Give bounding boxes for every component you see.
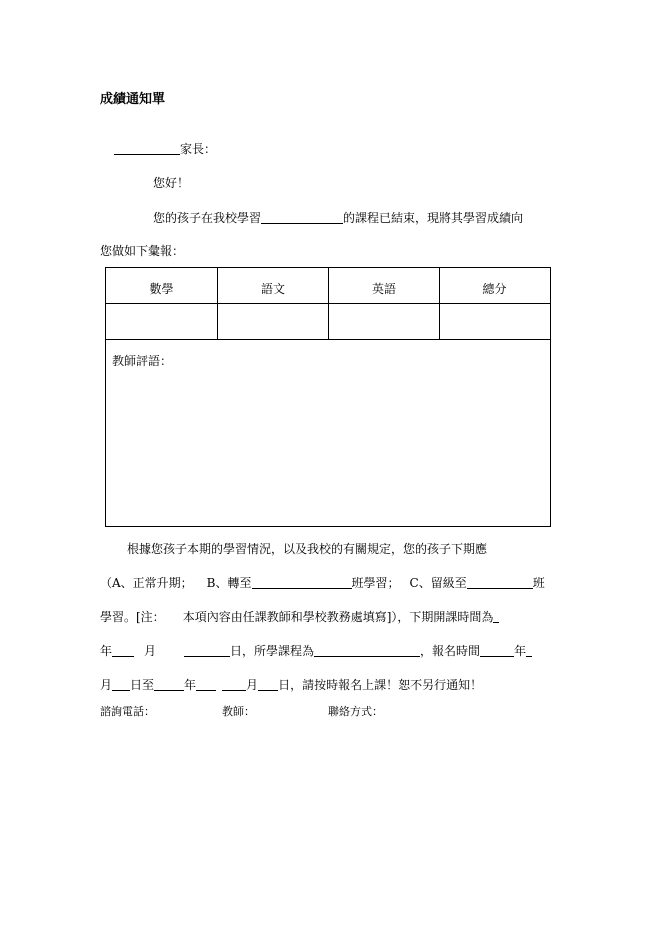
- contact-label: 聯絡方式：: [328, 705, 383, 718]
- score-table: [105, 267, 551, 527]
- para2-line4: [100, 644, 532, 657]
- start-day-blank[interactable]: [184, 644, 230, 657]
- para2-line3: [100, 610, 499, 623]
- value-cell-chinese[interactable]: [217, 303, 328, 339]
- end-month-label: 月: [246, 678, 259, 692]
- salutation-suffix: 家長：: [180, 142, 217, 156]
- header-label: 數學: [149, 282, 174, 296]
- document-title: 成績通知單: [100, 92, 166, 107]
- start-month-label: 月: [144, 644, 157, 658]
- header-label: 語文: [260, 282, 285, 296]
- reg-month-label: 月: [100, 678, 113, 692]
- option-c-text: C、留級至: [409, 576, 467, 590]
- para2-line1: 根據您孩子本期的學習情況，以及我校的有關規定，您的孩子下期應: [127, 542, 488, 556]
- header-label: 英語: [371, 282, 396, 296]
- phone-label: 諮詢電話：: [100, 705, 155, 718]
- repeat-class-blank[interactable]: [467, 576, 533, 589]
- header-cell-english: [328, 268, 439, 303]
- para1-line1-start: 您的孩子在我校學習: [153, 211, 262, 225]
- teacher-label: 教師：: [222, 705, 255, 718]
- registration-label: ，報名時間: [420, 644, 481, 658]
- end-day-blank[interactable]: [258, 678, 278, 691]
- option-b-text: B、轉至: [206, 576, 252, 590]
- reg-year-blank[interactable]: [480, 644, 514, 657]
- start-month-blank[interactable]: [112, 644, 134, 657]
- para2-line5: [100, 678, 482, 691]
- header-cell-chinese: [217, 268, 328, 303]
- salutation-line: [114, 142, 216, 155]
- reg-until-label: 日至: [130, 678, 155, 692]
- table-header-row: [106, 268, 550, 304]
- parent-name-blank[interactable]: [114, 142, 180, 155]
- reg-year-label: 年: [514, 644, 527, 658]
- option-b-suffix: 班學習；: [351, 576, 400, 590]
- greeting: 您好！: [153, 176, 190, 190]
- end-year-label: 年: [184, 678, 197, 692]
- reg-month-blank[interactable]: [526, 644, 532, 657]
- table-value-row: [106, 303, 550, 340]
- option-a-text: （A、正常升期；: [100, 576, 193, 590]
- para1-line1-end: 的課程已結束，現將其學習成績向: [343, 211, 524, 225]
- start-year-blank[interactable]: [493, 610, 499, 623]
- end-year-blank[interactable]: [154, 678, 184, 691]
- header-cell-total: [439, 268, 549, 303]
- reg-day-blank[interactable]: [112, 678, 130, 691]
- para2-line2: [100, 576, 545, 589]
- note-prefix: 學習。[注：: [100, 610, 165, 624]
- value-cell-english[interactable]: [328, 303, 439, 339]
- value-cell-total[interactable]: [439, 303, 549, 339]
- option-c-suffix: 班: [532, 576, 545, 590]
- header-cell-math: [106, 268, 217, 303]
- header-label: 總分: [482, 282, 507, 296]
- closing-text: 日，請按時報名上課！恕不另行通知！: [278, 678, 483, 692]
- end-month-blank-b[interactable]: [222, 678, 246, 691]
- teacher-comment-label: 教師評語：: [112, 354, 173, 368]
- value-cell-math[interactable]: [106, 303, 217, 339]
- transfer-class-blank[interactable]: [252, 576, 352, 589]
- start-year-label: 年: [100, 644, 113, 658]
- course-label: 日，所學課程為: [230, 644, 315, 658]
- para1-line2: 您做如下彙報：: [100, 244, 185, 258]
- end-month-blank-a[interactable]: [196, 678, 216, 691]
- note-text: 本項內容由任課教師和學校教務處填寫]），下期開課時間為: [182, 610, 494, 624]
- para1-line1: [153, 211, 523, 224]
- course-name-blank[interactable]: [261, 211, 343, 224]
- next-course-blank[interactable]: [314, 644, 420, 657]
